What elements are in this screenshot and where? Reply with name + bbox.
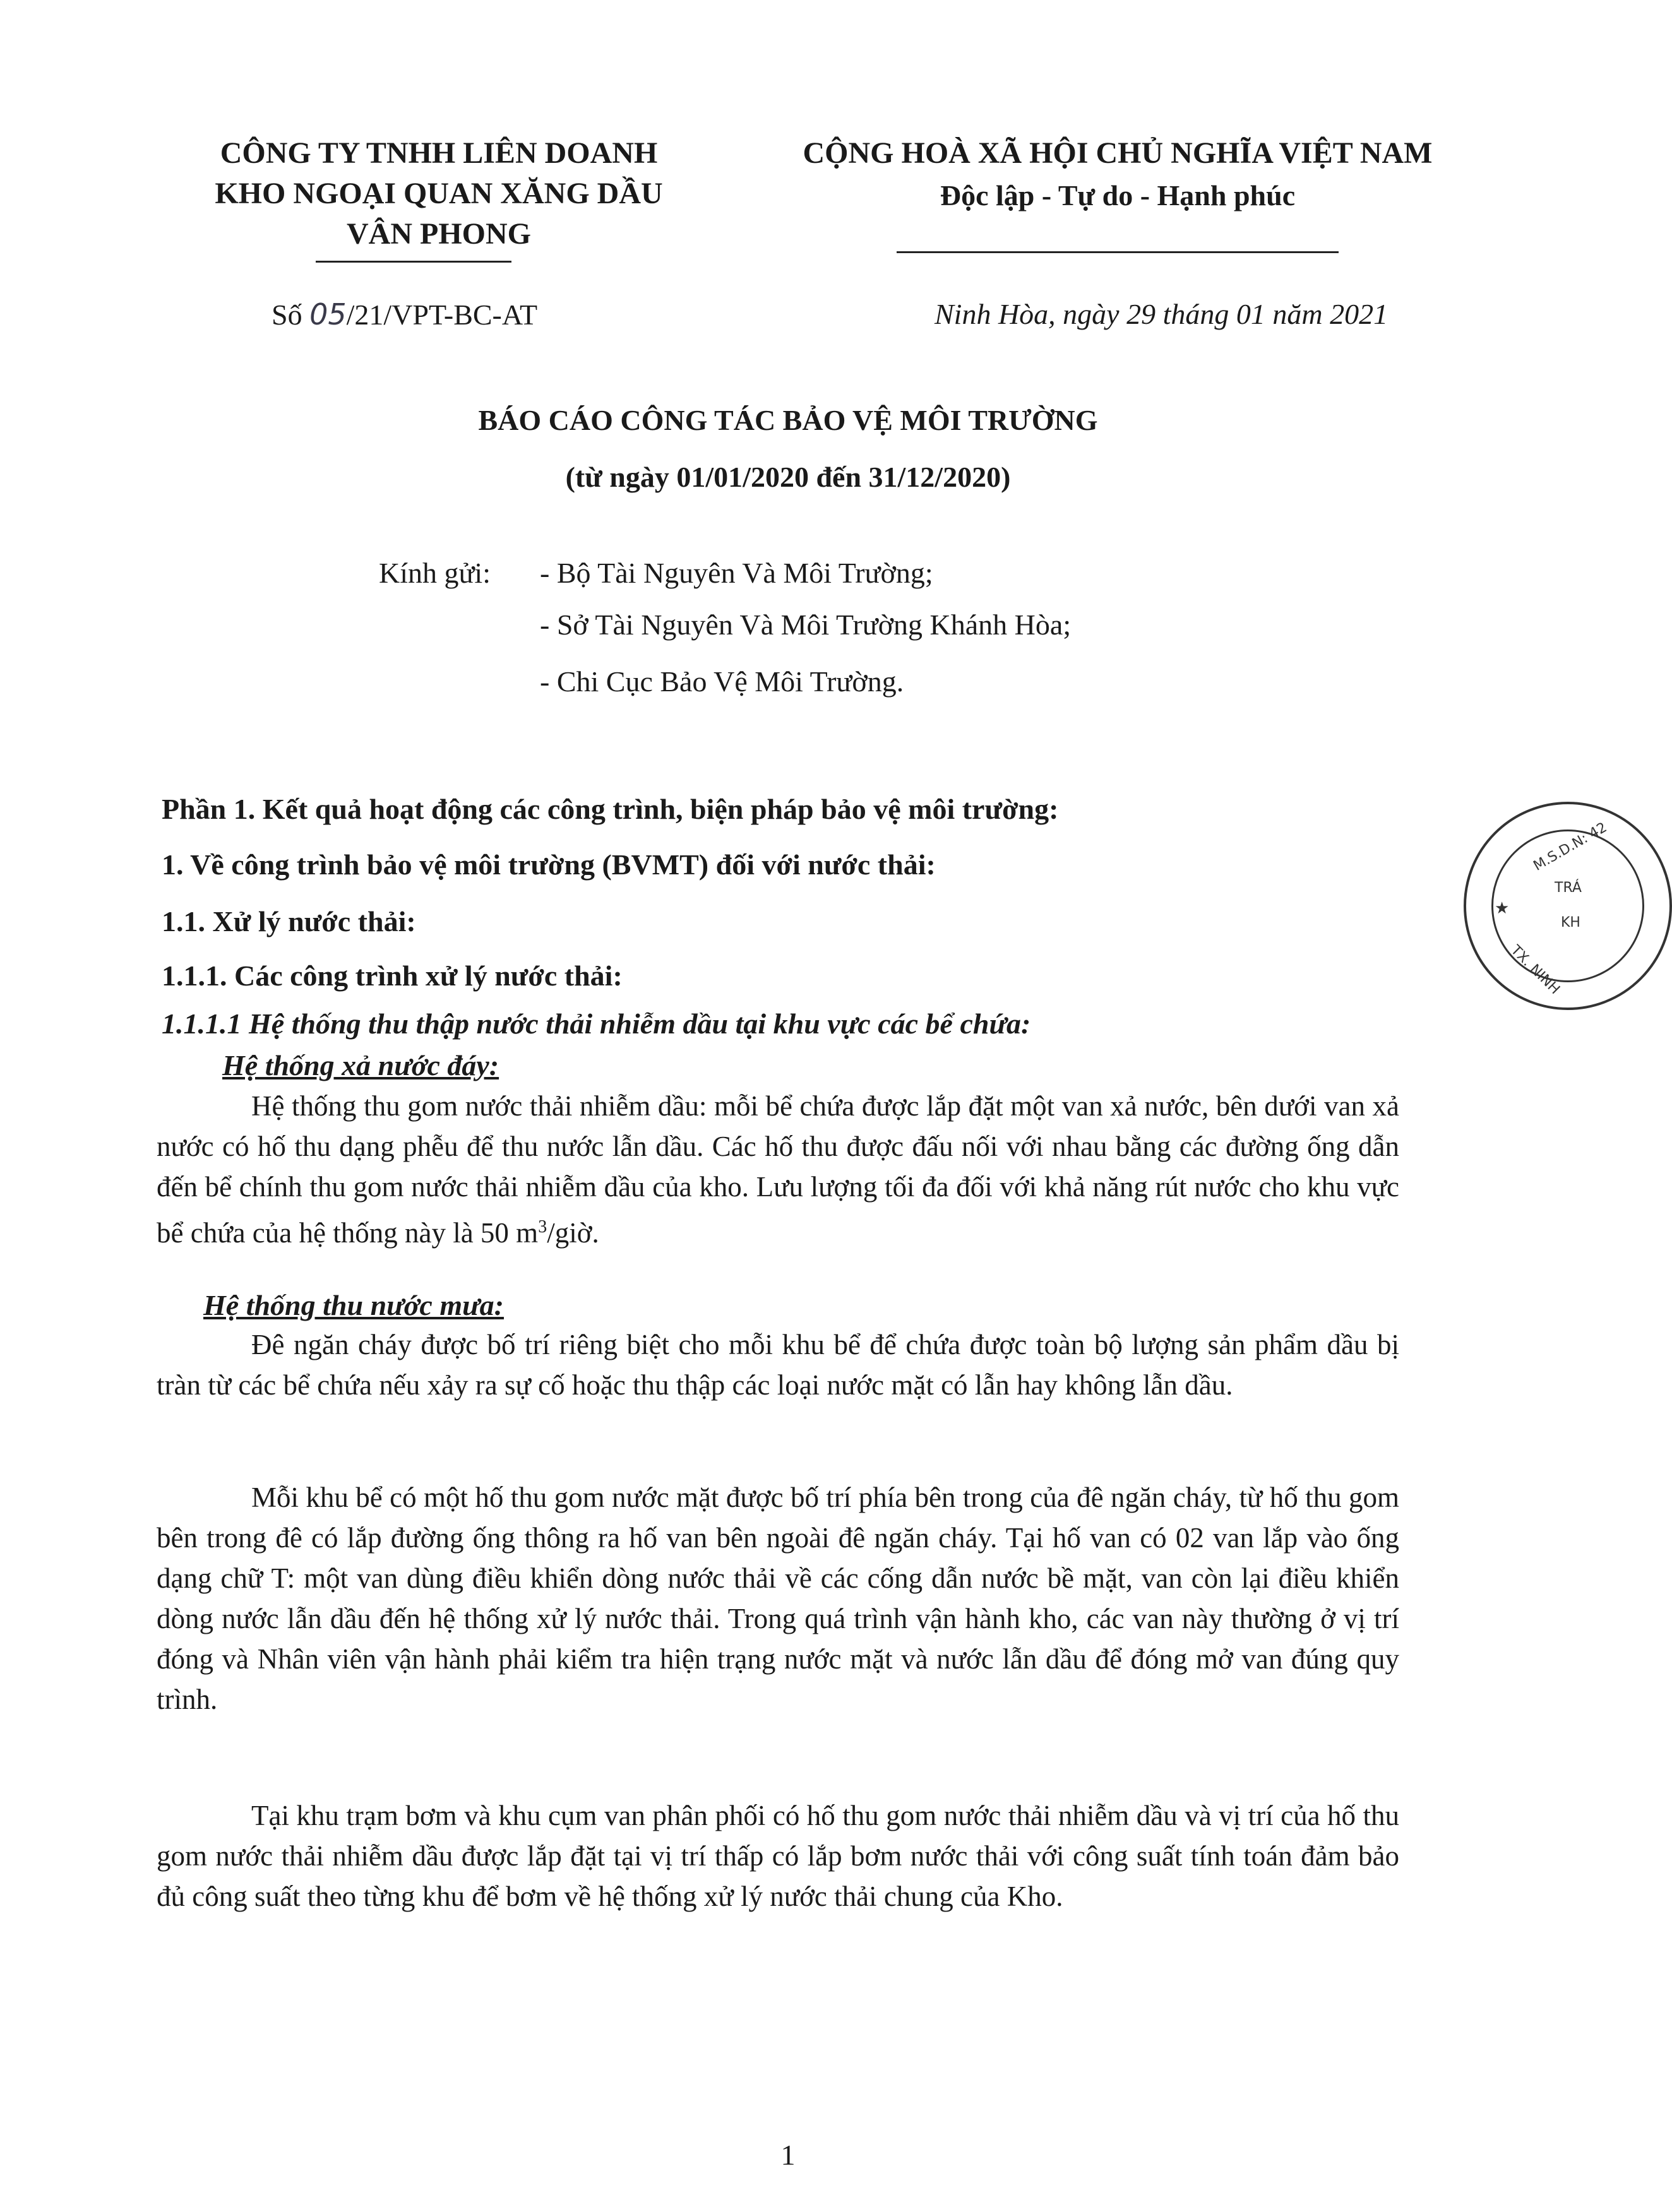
document-number-suffix: /21/VPT-BC-AT: [346, 299, 538, 331]
document-number-handwritten: 05: [309, 297, 347, 331]
company-name-line3: VÂN PHONG: [347, 217, 531, 251]
company-seal: [1464, 802, 1672, 1010]
section-1-heading: 1. Về công trình bảo vệ môi trường (BVMT) đối với nước thải:: [162, 848, 936, 881]
national-title: CỘNG HOÀ XÃ HỘI CHỦ NGHĨA VIỆT NAM: [803, 136, 1433, 170]
bottom-drain-heading: Hệ thống xả nước đáy:: [222, 1049, 499, 1081]
part1-heading: Phần 1. Kết quả hoạt động các công trình, biện pháp bảo vệ môi trường:: [162, 793, 1059, 825]
report-period: (từ ngày 01/01/2020 đến 31/12/2020): [565, 461, 1011, 493]
document-number-prefix: Số: [272, 299, 310, 331]
seal-text-top: M.S.D.N: 42: [1531, 819, 1610, 874]
recipient-item-3: - Chi Cục Bảo Vệ Môi Trường.: [540, 665, 904, 698]
recipients-label: Kính gửi:: [379, 557, 491, 589]
place-date: Ninh Hòa, ngày 29 tháng 01 năm 2021: [935, 298, 1388, 330]
rainwater-heading: Hệ thống thu nước mưa:: [203, 1289, 504, 1321]
seal-text-middle: TRÁ: [1555, 880, 1582, 896]
seal-star-icon: ★: [1495, 899, 1510, 917]
rainwater-paragraph-1: Đê ngăn cháy được bố trí riêng biệt cho mỗi khu bể để chứa được toàn bộ lượng sản phẩm dầu bị tràn từ các bể chứa nếu xảy ra sự cố hoặc thu thập các loại nước mặt có lẫn hay không lẫn dầu.: [157, 1329, 1399, 1401]
document-number: [272, 295, 537, 334]
seal-text-bottom: TX. NINH: [1507, 942, 1563, 998]
bottom-drain-superscript: 3: [538, 1217, 547, 1237]
motto-underline: [897, 251, 1339, 253]
section-1-1-1-1-heading: 1.1.1.1 Hệ thống thu thập nước thải nhiễm dầu tại khu vực các bể chứa:: [162, 1008, 1031, 1040]
section-1-1-heading: 1.1. Xử lý nước thải:: [162, 905, 416, 937]
rainwater-paragraph-3: Tại khu trạm bơm và khu cụm van phân phối có hố thu gom nước thải nhiễm dầu và vị trí của hố thu gom nước thải nhiễm dầu được lắp đặt tại vị trí thấp có lắp bơm nước thải với công suất tính toán đảm bảo đủ công suất theo từng khu để bơm về hệ thống xử lý nước thải chung của Kho.: [157, 1800, 1399, 1912]
bottom-drain-paragraph: [157, 1086, 1399, 1253]
company-name-line2: KHO NGOẠI QUAN XĂNG DẦU: [215, 177, 663, 210]
section-1-1-1-heading: 1.1.1. Các công trình xử lý nước thải:: [162, 960, 623, 992]
recipient-item-1: - Bộ Tài Nguyên Và Môi Trường;: [540, 557, 933, 589]
rainwater-paragraph-2: Mỗi khu bể có một hố thu gom nước mặt được bố trí phía bên trong của đê ngăn cháy, từ hố thu gom bên trong đê có lắp đường ống thông ra hố van bên ngoài đê ngăn cháy. Tại hố van có 02 van lắp vào ống dạng chữ T: một van dùng điều khiển dòng nước thải về các cống dẫn nước bề mặt, van còn lại điều khiển dòng nước lẫn dầu đến hệ thống xử lý nước thải. Trong quá trình vận hành kho, các van này thường ở vị trí đóng và Nhân viên vận hành phải kiểm tra hiện trạng nước mặt và nước lẫn dầu để đóng mở van đúng quy trình.: [157, 1482, 1399, 1715]
company-name-line1: CÔNG TY TNHH LIÊN DOANH: [220, 136, 658, 170]
recipient-item-2: - Sở Tài Nguyên Và Môi Trường Khánh Hòa;: [540, 609, 1072, 641]
bottom-drain-text: Hệ thống thu gom nước thải nhiễm dầu: mỗi bể chứa được lắp đặt một van xả nước, bên dưới van xả nước có hố thu dạng phễu để thu nước lẫn dầu. Các hố thu được đấu nối với nhau bằng các đường ống dẫn đến bể chính thu gom nước thải nhiễm dầu của kho. Lưu lượng tối đa đối với khả năng rút nước cho khu vực bể chứa của hệ thống này là 50 m: [157, 1090, 1399, 1249]
page-number: 1: [780, 2139, 796, 2171]
report-title: BÁO CÁO CÔNG TÁC BẢO VỆ MÔI TRƯỜNG: [478, 404, 1098, 436]
seal-text-lower: KH: [1561, 915, 1580, 931]
company-underline: [316, 261, 511, 263]
bottom-drain-tail: /giờ.: [547, 1217, 599, 1249]
national-motto: Độc lập - Tự do - Hạnh phúc: [940, 179, 1296, 211]
